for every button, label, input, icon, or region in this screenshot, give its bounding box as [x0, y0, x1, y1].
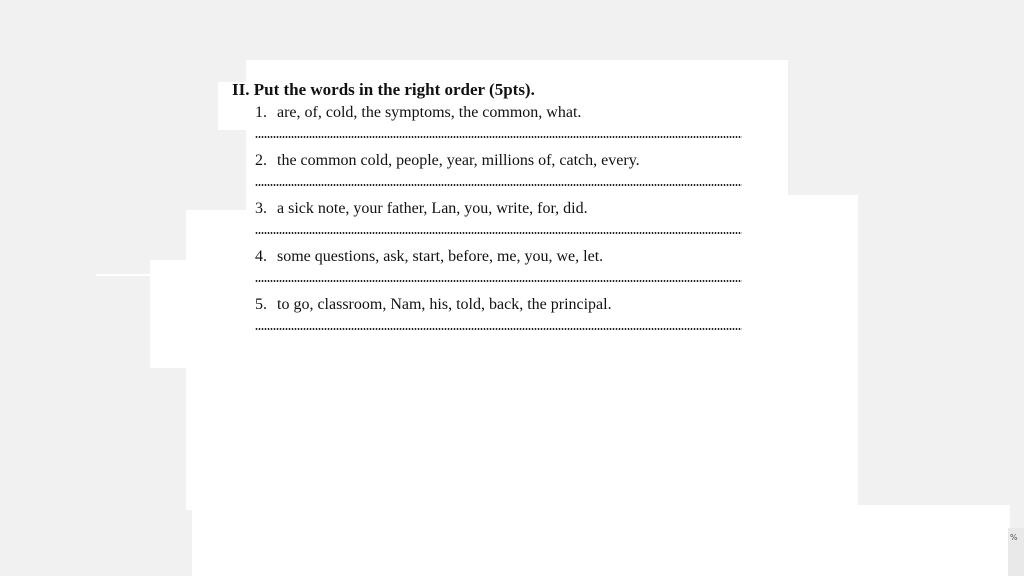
answer-line[interactable] — [255, 124, 752, 150]
item-words: some questions, ask, start, before, me, you, we, let. — [277, 248, 604, 265]
item-words: the common cold, people, year, millions of, catch, every. — [277, 152, 640, 169]
item-number: 4. — [255, 248, 267, 265]
answer-line[interactable] — [255, 268, 752, 294]
item-number: 1. — [255, 104, 267, 121]
list-item — [232, 246, 752, 294]
paper-patch — [96, 274, 152, 276]
item-words: are, of, cold, the symptoms, the common, what. — [277, 104, 582, 121]
item-row — [255, 102, 752, 124]
item-row — [255, 294, 752, 316]
item-number: 5. — [255, 296, 267, 313]
answer-line[interactable] — [255, 172, 752, 198]
answer-line[interactable] — [255, 316, 752, 342]
item-row — [255, 150, 752, 172]
list-item — [232, 198, 752, 246]
item-row — [255, 198, 752, 220]
item-number: 2. — [255, 152, 267, 169]
corner-mark: % — [1010, 533, 1018, 542]
exercise-heading: II. Put the words in the right order (5pts). — [232, 80, 535, 99]
list-item — [232, 150, 752, 198]
paper-patch — [192, 505, 1010, 576]
item-words: to go, classroom, Nam, his, told, back, the principal. — [277, 296, 612, 313]
item-words: a sick note, your father, Lan, you, write, for, did. — [277, 200, 588, 217]
list-item — [232, 294, 752, 342]
item-row — [255, 246, 752, 268]
answer-line[interactable] — [255, 220, 752, 246]
item-number: 3. — [255, 200, 267, 217]
list-item — [232, 102, 752, 150]
worksheet — [232, 80, 752, 342]
item-list — [232, 102, 752, 342]
